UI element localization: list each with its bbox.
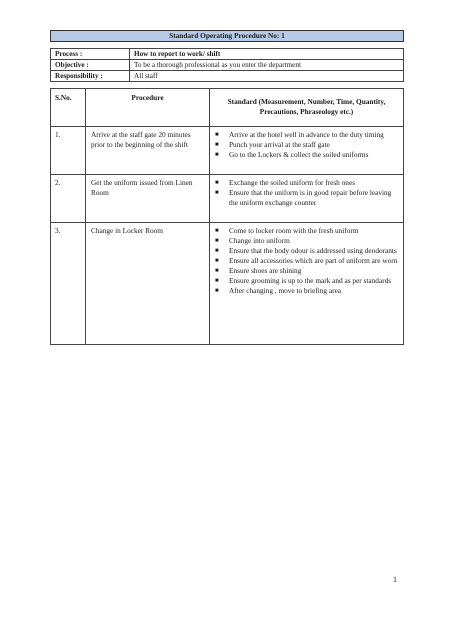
standards-list	[213, 226, 400, 296]
list-item	[213, 226, 400, 236]
bullet-square-icon: ■	[215, 258, 219, 264]
bullet-square-icon: ■	[215, 142, 219, 148]
meta-row-objective	[51, 60, 404, 71]
meta-key: Process :	[51, 49, 130, 60]
list-item	[213, 150, 400, 160]
list-item-text: Change into uniform	[229, 236, 290, 245]
list-item-text: Exchange the soiled uniform for fresh ones	[229, 178, 356, 187]
list-item	[213, 246, 400, 256]
list-item-text: Punch your arrival at the staff gate	[229, 140, 330, 149]
standards-list	[213, 178, 400, 208]
procedure-table	[50, 88, 404, 345]
bullet-square-icon: ■	[215, 248, 219, 254]
meta-key: Objective :	[51, 60, 130, 71]
meta-value: How to report to work/ shift	[130, 49, 404, 60]
bullet-square-icon: ■	[215, 180, 219, 186]
row-sno: 1.	[51, 127, 86, 175]
sop-meta-table	[50, 48, 404, 82]
table-row	[51, 223, 404, 345]
list-item-text: Ensure shoes are shining	[229, 266, 302, 275]
list-item	[213, 276, 400, 286]
list-item	[213, 130, 400, 140]
table-row	[51, 175, 404, 223]
meta-value: To be a thorough professional as you enter the department	[130, 60, 404, 71]
meta-value: All staff	[130, 71, 404, 82]
header-sno: S.No.	[51, 89, 86, 127]
procedure-table-header	[51, 89, 404, 127]
list-item-text: Ensure that the uniform is in good repair before leaving the uniform exchange counter	[229, 188, 392, 207]
page-number: 1	[393, 575, 397, 584]
list-item-text: Ensure that the body odour is addressed using deodorants	[229, 246, 397, 255]
table-row	[51, 127, 404, 175]
bullet-square-icon: ■	[215, 190, 219, 196]
row-standards	[210, 127, 404, 175]
meta-key: Responsibility :	[51, 71, 130, 82]
header-standard: Standard (Measurement, Number, Time, Quantity, Precautions, Phraseology etc.)	[210, 89, 404, 127]
row-sno: 2.	[51, 175, 86, 223]
list-item-text: Ensure all accessories which are part of uniform are worn	[229, 256, 398, 265]
list-item	[213, 178, 400, 188]
list-item	[213, 266, 400, 276]
bullet-square-icon: ■	[215, 288, 219, 294]
list-item-text: Arrive at the hotel well in advance to the duty timing	[229, 130, 384, 139]
bullet-square-icon: ■	[215, 228, 219, 234]
list-item-text: Come to locker room with the fresh uniform	[229, 226, 359, 235]
bullet-square-icon: ■	[215, 238, 219, 244]
row-procedure: Arrive at the staff gate 20 minutes prior to the beginning of the shift	[86, 127, 210, 175]
row-procedure: Get the uniform issued from Linen Room	[86, 175, 210, 223]
list-item	[213, 256, 400, 266]
bullet-square-icon: ■	[215, 278, 219, 284]
row-procedure: Change in Locker Room	[86, 223, 210, 345]
row-standards	[210, 175, 404, 223]
bullet-square-icon: ■	[215, 268, 219, 274]
list-item	[213, 236, 400, 246]
list-item-text: Ensure grooming is up to the mark and as per standards	[229, 276, 392, 285]
list-item	[213, 188, 400, 208]
header-procedure: Procedure	[86, 89, 210, 127]
row-sno: 3.	[51, 223, 86, 345]
row-standards	[210, 223, 404, 345]
standards-list	[213, 130, 400, 160]
list-item	[213, 286, 400, 296]
sop-title: Standard Operating Procedure No: 1	[50, 30, 404, 42]
meta-row-process	[51, 49, 404, 60]
bullet-square-icon: ■	[215, 152, 219, 158]
list-item-text: Go to the Lockers & collect the soiled uniforms	[229, 150, 369, 159]
list-item-text: After changing , move to briefing area	[229, 286, 342, 295]
bullet-square-icon: ■	[215, 132, 219, 138]
list-item	[213, 140, 400, 150]
meta-row-responsibility	[51, 71, 404, 82]
